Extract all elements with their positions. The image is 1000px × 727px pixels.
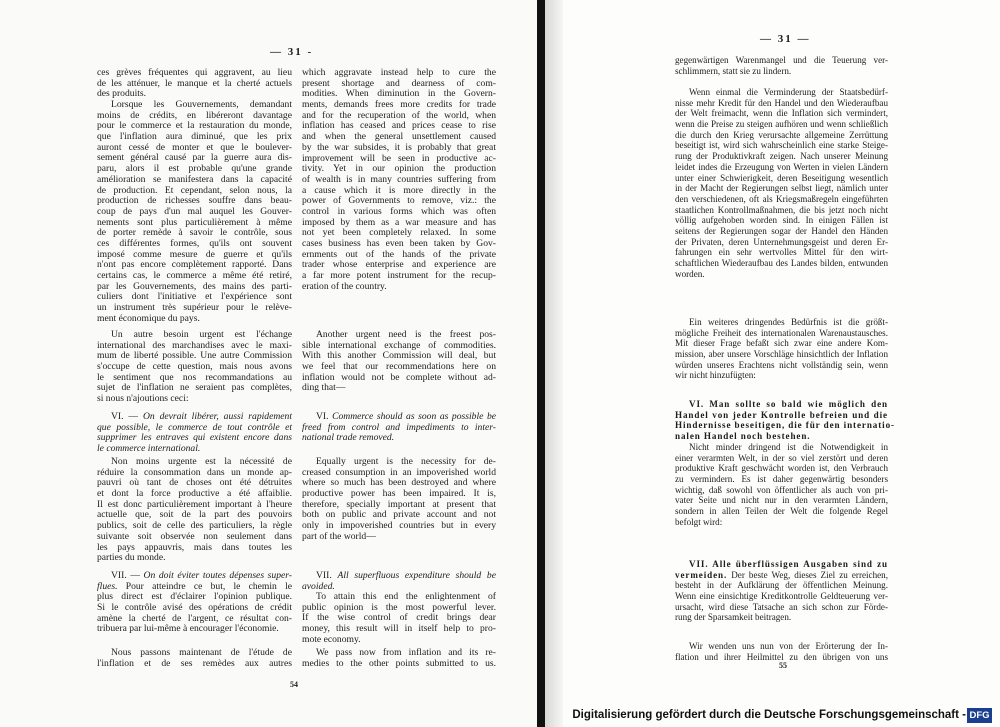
- text-line: de les atténuer, le manque et la cherté actuels: [97, 77, 292, 89]
- text-line: staatlichen Kontrollmaßnahmen, die bis jetzt noch nicht: [675, 204, 888, 215]
- right-page: [563, 0, 1000, 727]
- text-line: réduire la consommation dans un monde ap-: [97, 466, 292, 478]
- book-binding: [537, 0, 545, 727]
- text-line: Nous passons maintenant de l'étude de: [111, 647, 292, 658]
- text-line: Non moins urgente est la nécessité de: [111, 456, 292, 467]
- text-line: würden unseres Erachtens nicht vollständig sein, wenn: [675, 359, 888, 370]
- text-line: nalen Handel noch bestehen.: [675, 431, 811, 442]
- text-line: schlimmern, statt sie zu lindern.: [675, 65, 792, 76]
- text-line: actuelle que, soit de la part des pouvoirs: [97, 509, 292, 521]
- paragraph: [675, 399, 895, 442]
- text-line: amène la cherté de l'argent, ce résultat con-: [97, 612, 292, 624]
- text-line: culiers dont l'initiative et l'expérience sont: [97, 291, 292, 303]
- text-line: in der Macht der Regierungen selbst liegt, nämlich unter: [675, 183, 888, 194]
- text-span: VI.: [316, 411, 333, 422]
- italic-text: freed from control and impediments to inter-: [302, 421, 496, 433]
- text-line: production de richesses souffre dans beau-: [97, 195, 292, 207]
- paragraph: [302, 412, 496, 444]
- text-line: paru, alors il est probable qu'une grande: [97, 163, 292, 175]
- text-line: besteht in der Aufklärung der öffentlichen Meinung.: [675, 580, 888, 591]
- text-line: tivity. Yet in our opinion the production: [302, 163, 496, 175]
- text-line: ding that—: [302, 382, 346, 394]
- text-line: Si le contrôle avisé des opérations de crédit: [97, 602, 292, 614]
- text-line: sible international exchange of commodities.: [302, 339, 496, 351]
- italic-text: On doit éviter toutes dépenses super-: [143, 570, 292, 581]
- text-line: worden.: [675, 268, 705, 279]
- text-line: mote economy.: [302, 633, 361, 645]
- text-line: medies to the other points submitted to us.: [302, 657, 496, 669]
- paragraph: [97, 68, 292, 100]
- text-line: which aggravate instead help to cure the: [302, 67, 496, 78]
- left-page-header: — 31 -: [270, 46, 314, 58]
- text-line: power of Governments to remove, viz.: the: [302, 195, 496, 207]
- text-line: befolgt wird:: [675, 516, 723, 527]
- text-line: fahrungen ein sehr wertvolles Mittel für den wirt-: [675, 247, 888, 258]
- text-line: not yet been completely relaxed. In some: [302, 227, 496, 239]
- text-line: and when the general unsettlement caused: [302, 131, 496, 143]
- text-line: vater Seite und nicht nur in den verarmten Ländern,: [675, 495, 888, 506]
- text-line: pauvri où tant de choses ont été détruites: [97, 477, 292, 489]
- text-span: VI. —: [111, 411, 143, 422]
- dfg-footer-text: Digitalisierung gefördert durch die Deutsche Forschungsgemeinschaft -: [572, 709, 966, 721]
- paragraph: [97, 100, 292, 324]
- text-line: les pays appauvris, mais dans toutes les: [97, 541, 292, 553]
- text-line: Wenn eine einsichtige Kreditkontrolle Geldteuerung ver-: [675, 591, 888, 602]
- text-line: ces différentes formes, qu'ils ont souvent: [97, 237, 292, 249]
- dfg-logo: DFG: [967, 708, 992, 723]
- text-line: sement général causé par la guerre aura dis-: [97, 152, 292, 164]
- text-line: unter einer Schwierigkeit, deren Beseitigung wesentlich: [675, 172, 888, 183]
- paragraph: [302, 648, 496, 669]
- text-line: productive power has been impaired. It is,: [302, 488, 496, 500]
- text-line: sujet de l'inflation ne seraient pas complètes,: [97, 382, 292, 394]
- text-line: le sentiment que nos recommandations au: [97, 371, 292, 383]
- text-line: Il est donc particulièrement important à l'heure: [97, 498, 292, 510]
- text-line: leidet indes die Erzeugung von Werten in vielen Ländern: [675, 161, 888, 172]
- text-line: seitens der Regierungen sogar der Handel den Händen: [675, 225, 888, 236]
- italic-text: le commerce international.: [97, 443, 201, 455]
- text-line: imposed by them as a war measure and has: [302, 216, 496, 228]
- text-line: public opinion is the most powerful lever.: [302, 601, 496, 613]
- text-line: a far more potent instrument for the recup-: [302, 270, 496, 282]
- text-line: wichtig, daß sowohl von öffentlicher als auch von pri-: [675, 484, 888, 495]
- text-line: mission, aber unsere Vorschläge hinsichtlich der Inflation: [675, 349, 888, 360]
- text-line: plus direct est d'éclairer l'opinion publique.: [97, 591, 292, 603]
- text-line: mum de liberté possible. Une autre Commission: [97, 350, 292, 362]
- text-line: et dont la force productive a été affaiblie.: [97, 488, 292, 500]
- text-line: certains cas, le commerce a même été retiré,: [97, 270, 292, 281]
- text-line: modities. When diminution in the Govern-: [302, 88, 496, 100]
- text-line: schaftlichen Wiederaufbau des Landes bilden, entwunden: [675, 258, 888, 268]
- italic-text: que possible, le commerce de tout contrôle et: [97, 421, 292, 433]
- text-line: gegenwärtigen Warenmangel und die Teuerung ver-: [675, 55, 888, 65]
- text-line: [675, 559, 888, 570]
- text-line: un instrument très supérieur pour le relève-: [97, 302, 292, 314]
- text-line: VI. Man sollte so bald wie möglich den: [689, 399, 888, 409]
- paragraph: [302, 457, 496, 543]
- text-line: rung der Produktivkraft zeigen. Nach unserer Meinung: [675, 151, 888, 162]
- paragraph: [97, 648, 292, 669]
- right-page-number: 55: [779, 661, 787, 670]
- text-line: creased consumption in an impoverished world: [302, 466, 496, 478]
- text-line: amélioration se manifestera dans la capacité: [97, 173, 292, 185]
- text-line: Ein weiteres dringendes Bedürfnis ist die größt-: [689, 317, 888, 327]
- text-line: wenn die Preise zu steigen aufhören und wenn schließlich: [675, 119, 888, 130]
- text-line: ernments out of the hands of the private: [302, 248, 496, 260]
- text-line: nisse mehr Kredit für den Handel und den Wiederaufbau: [675, 97, 888, 108]
- text-line: [97, 444, 292, 455]
- text-line: Equally urgent is the necessity for de-: [316, 456, 496, 467]
- text-line: control in various forms which was often: [302, 205, 496, 217]
- italic-text: Commerce should as soon as possible be: [332, 411, 496, 422]
- left-page-number: 54: [290, 680, 298, 689]
- text-line: we feel that our recommendations here on: [302, 361, 496, 373]
- text-line: therefore, specially important at present that: [302, 498, 496, 510]
- paragraph: [97, 412, 292, 455]
- italic-text: supprimer les entraves qui existent encore dans: [97, 432, 292, 444]
- text-line: wir nicht hinzufügten:: [675, 370, 756, 381]
- text-line: Nicht minder dringend ist die Notwendigkeit in: [689, 442, 888, 452]
- text-line: sondern in allen Teilen der Welt die folgende Regel: [675, 506, 888, 517]
- text-line: imposé comme mesure de guerre et qu'ils: [97, 248, 292, 260]
- text-line: inflation has ceased and prices cease to rise: [302, 120, 496, 132]
- italic-text: flues.: [97, 580, 118, 592]
- text-line: Wenn einmal die Verminderung der Staatsbedürf-: [689, 87, 888, 97]
- spaced-text: vermeiden.: [675, 569, 728, 580]
- text-line: Lorsque les Gouvernements, demandant: [111, 99, 292, 110]
- text-line: of wealth is in many countries suffering from: [302, 173, 496, 185]
- paragraph: [675, 641, 888, 662]
- paragraph: [675, 317, 888, 381]
- text-line: and for the recuperation of the world, when: [302, 109, 496, 121]
- text-line: auront cessé de monter et que le boulever-: [97, 141, 292, 153]
- text-line: suivante soit observée non seulement dans: [97, 530, 292, 542]
- italic-text: On devrait libérer, aussi rapidement: [142, 411, 292, 422]
- text-line: a cause which it is more directly in the: [302, 184, 496, 196]
- paragraph: [302, 571, 496, 592]
- italic-text: All superfluous expenditure should be: [337, 570, 496, 581]
- text-line: par les Gouvernements, des mains des parti-: [97, 280, 292, 292]
- paragraph: [675, 559, 888, 623]
- text-line: einer verarmten Welt, in der so viel zerstört und deren: [675, 452, 888, 463]
- text-line: rung der Sparsamkeit beitragen.: [675, 612, 792, 623]
- text-line: si nous n'ajoutions ceci:: [97, 393, 189, 405]
- paragraph: [302, 592, 496, 645]
- text-line: improvement will be seen in productive ac-: [302, 152, 496, 164]
- right-page-header: — 31 —: [760, 33, 811, 45]
- text-line: eration of the country.: [302, 280, 387, 292]
- text-line: Mit dieser Frage befaßt sich zwar eine andere Kom-: [675, 338, 888, 349]
- paragraph: [302, 330, 496, 394]
- text-line: flation und ihrer Heilmittel zu den übrigen von uns: [675, 651, 888, 662]
- text-line: Another urgent need is the freest pos-: [316, 329, 496, 340]
- text-line: coup de pays d'un mal auquel les Gouver-: [97, 205, 292, 217]
- text-line: only in impoverished countries but in every: [302, 520, 496, 532]
- text-line: die durch den Krieg verursachte allgemeine Zerrüttung: [675, 129, 888, 140]
- text-line: ments, demands frees more credits for trade: [302, 99, 496, 111]
- text-span: VII.: [316, 570, 338, 581]
- text-line: beseitigt ist, wird sich wahrscheinlich eine starke Steige-: [675, 140, 888, 151]
- text-line: international des marchandises avec le maxi-: [97, 339, 292, 351]
- text-line: by the war subsides, it is probably that great: [302, 141, 496, 153]
- italic-text: national trade removed.: [302, 432, 395, 444]
- paragraph: [97, 571, 292, 635]
- text-span: VII. —: [111, 570, 144, 581]
- text-line: zu vermindern. Es ist daher gegenwärtig besonders: [675, 474, 888, 485]
- text-line: both on public and private account and not: [302, 509, 496, 521]
- paragraph: [97, 457, 292, 564]
- text-line: l'inflation et de ses remèdes aux autres: [97, 657, 292, 669]
- text-line: n'ont pas encore complètement rapporté. Dans: [97, 259, 292, 271]
- text-line: den verschiedenen, oft als Kriegsmaßregeln eingeführten: [675, 193, 888, 204]
- text-line: ces grèves fréquentes qui aggravent, au lieu: [97, 67, 292, 78]
- text-line: part of the world—: [302, 530, 376, 542]
- text-line: cases business has even been taken by Gov-: [302, 238, 496, 249]
- text-line: inflation would not be complete without ad-: [302, 371, 496, 383]
- text-line: We pass now from inflation and its re-: [316, 647, 496, 658]
- paragraph: [97, 330, 292, 405]
- text-line: Handel von jeder Kontrolle befreien und die: [675, 409, 888, 420]
- text-line: trader whose enterprise and experience are: [302, 259, 496, 271]
- paragraph: [302, 68, 496, 292]
- text-line: ursacht, wird diese Tatsache an sich schon zur Förde-: [675, 601, 888, 612]
- text-line: With this another Commission will deal, but: [302, 350, 496, 362]
- text-line: If the wise control of credit brings dear: [302, 612, 496, 624]
- text-line: To attain this end the enlightenment of: [316, 591, 496, 602]
- text-line: where so much has been destroyed and where: [302, 477, 496, 489]
- text-line: de production. Et cependant, selon nous, la: [97, 184, 292, 196]
- text-line: produktive Kraft geschwächt worden ist, den Verbrauch: [675, 463, 888, 474]
- text-line: tribuera par lui-même à encourager l'économie.: [97, 623, 279, 635]
- text-line: mögliche Freiheit des internationalen Warenaustausches.: [675, 327, 888, 338]
- paragraph: [675, 87, 888, 279]
- italic-text: avoided.: [302, 580, 335, 592]
- spaced-text: VII. Alle überflüssigen Ausgaben sind zu: [689, 559, 888, 569]
- text-line: der Privaten, deren Unternehmungsgeist und deren Er-: [675, 236, 888, 247]
- text-line: que l'inflation aura diminué, que les prix: [97, 131, 292, 143]
- text-line: parties du monde.: [97, 552, 166, 564]
- paragraph: [675, 55, 888, 76]
- paragraph: [675, 442, 888, 528]
- text-line: völlig aufgehoben worden sind. In einigen Fällen ist: [675, 215, 888, 226]
- text-line: [302, 433, 496, 444]
- text-line: de porter remède à savoir le contrôle, sous: [97, 227, 292, 239]
- text-line: [675, 570, 888, 581]
- text-line: pour le commerce et la restauration du monde,: [97, 120, 292, 132]
- text-line: der Welt freimacht, wenn die Inflation sich vermindert,: [675, 108, 888, 119]
- text-line: Wir wenden uns nun von der Erörterung der In-: [689, 641, 888, 651]
- text-line: nements sont plus particulièrement à même: [97, 216, 292, 228]
- text-span: Pour atteindre ce but, le chemin le: [117, 580, 292, 592]
- text-line: Hindernisse beseitigen, die für den internatio-: [675, 420, 895, 431]
- text-line: money, this result will in itself help to pro-: [302, 623, 496, 635]
- text-line: present shortage and dearness of com-: [302, 77, 496, 89]
- text-line: Un autre besoin urgent est l'échange: [111, 329, 292, 340]
- page-gutter: [545, 0, 563, 727]
- text-span: Der beste Weg, dieses Ziel zu erreichen,: [727, 569, 888, 580]
- text-line: s'occupe de cette question, mais nous avons: [97, 361, 292, 373]
- text-line: ment économique du pays.: [97, 312, 200, 324]
- text-line: des produits.: [97, 88, 147, 100]
- text-line: publics, soit de celle des particuliers, la règle: [97, 520, 292, 532]
- text-line: moins de crédits, en libéreront davantage: [97, 109, 292, 121]
